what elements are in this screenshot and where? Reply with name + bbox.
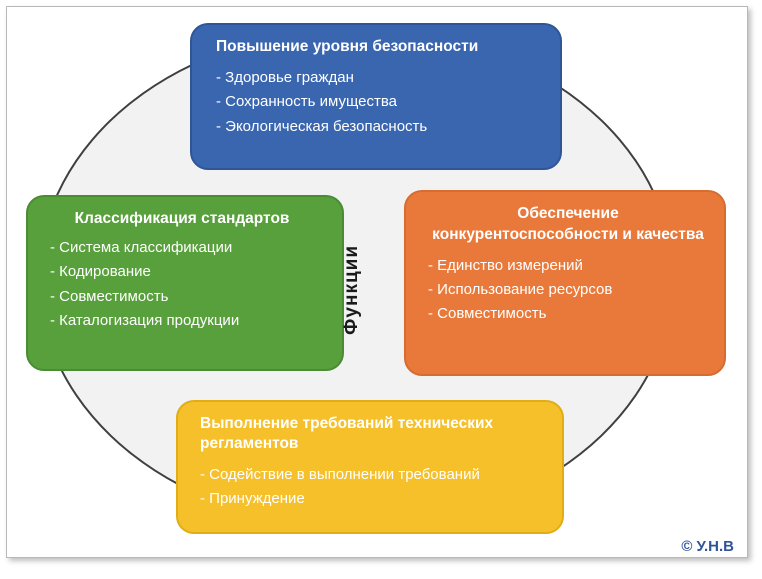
center-label-text: Функции [341,245,362,335]
box-list-safety [216,66,544,139]
function-box-classification[interactable] [26,195,344,371]
box-title-safety: Повышение уровня безопасности [216,38,479,55]
box-title-competitiveness: Обеспечение конкурентоспособности и качества [432,205,704,243]
list-item: - Содействие в выполнении требований [200,465,480,483]
box-title-classification: Классификация стандартов [74,210,290,227]
function-box-safety[interactable] [190,23,562,170]
box-list-regulations [200,463,546,512]
function-box-competitiveness[interactable] [404,190,726,376]
list-item: - Кодирование [50,263,151,281]
box-title-regulations: Выполнение требований технических регламентов [200,415,494,453]
list-item: - Здоровье граждан [216,69,354,87]
list-item: - Совместимость [428,305,547,323]
list-item: - Экологическая безопасность [216,117,428,135]
list-item: - Сохранность имущества [216,93,398,111]
list-item: - Каталогизация продукции [50,312,240,330]
list-item: - Единство измерений [428,256,583,274]
list-item: - Система классификации [50,239,233,257]
list-item: - Совместимость [50,287,169,305]
box-list-classification [50,236,326,333]
list-item: - Использование ресурсов [428,280,613,298]
center-label [332,215,372,365]
copyright-text: © У.Н.В [681,538,734,555]
box-list-competitiveness [428,254,708,327]
list-item: - Принуждение [200,490,305,508]
function-box-regulations[interactable] [176,400,564,534]
